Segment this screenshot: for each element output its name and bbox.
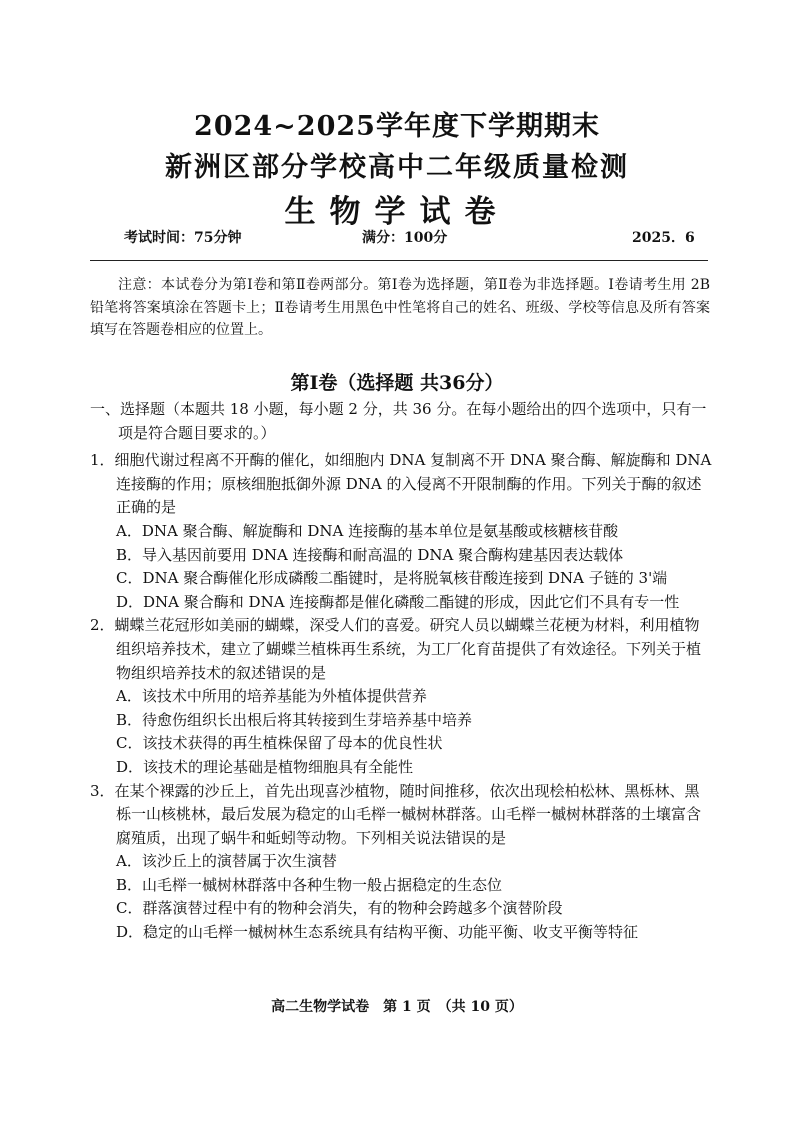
question-stem: 2．蝴蝶兰花冠形如美丽的蝴蝶，深受人们的喜爱。研究人员以蝴蝶兰花梗为材料，利用植物组织培养技术，建立了蝴蝶兰植株再生系统，为工厂化育苗提供了有效途径。下列关于植物组织培养技术的叙述错误的是 <box>90 616 702 682</box>
option-a: A．该沙丘上的演替属于次生演替 <box>116 852 337 871</box>
exam-title-line2: 新洲区部分学校高中二年级质量检测 <box>165 152 629 183</box>
option-c: C．DNA 聚合酶催化形成磷酸二酯键时，是将脱氧核苷酸连接到 DNA 子链的 3'端 <box>116 569 668 588</box>
full-score: 满分：100分 <box>362 230 448 246</box>
question-3 <box>90 780 714 945</box>
header-divider <box>90 260 708 261</box>
notice <box>90 274 710 342</box>
section-title: 第Ⅰ卷（选择题 共36分） <box>290 372 504 394</box>
exam-date: 2025．6 <box>632 230 695 246</box>
questions-body <box>90 398 714 945</box>
option-d: D．稳定的山毛榉一槭树林生态系统具有结构平衡、功能平衡、收支平衡等特征 <box>116 923 639 942</box>
section-intro: 一、选择题（本题共 18 小题，每小题 2 分，共 36 分。在每小题给出的四个选项中，只有一项是符合题目要求的。） <box>90 400 707 442</box>
option-d: D．DNA 聚合酶和 DNA 连接酶都是催化磷酸二酯键的形成，因此它们不具有专一性 <box>116 592 680 611</box>
page-footer: 高二生物学试卷 第 1 页 （共 10 页） <box>271 999 523 1015</box>
option-c: C．群落演替过程中有的物种会消失，有的物种会跨越多个演替阶段 <box>116 899 563 918</box>
option-a: A．DNA 聚合酶、解旋酶和 DNA 连接酶的基本单位是氨基酸或核糖核苷酸 <box>116 521 619 540</box>
question-stem: 1．细胞代谢过程离不开酶的催化，如细胞内 DNA 复制离不开 DNA 聚合酶、解旋酶和 DNA 连接酶的作用；原核细胞抵御外源 DNA 的入侵离不开限制酶的作用。下列关于酶的叙述正确的是 <box>90 451 712 517</box>
question-1 <box>90 449 714 614</box>
question-stem: 3．在某个裸露的沙丘上，首先出现喜沙植物，随时间推移，依次出现桧柏松林、黑栎林、黑栎一山核桃林，最后发展为稳定的山毛榉一槭树林群落。山毛榉一槭树林群落的土壤富含腐殖质，出现了蜗牛和蚯蚓等动物。下列相关说法错误的是 <box>90 781 702 847</box>
option-b: B．待愈伤组织长出根后将其转接到生芽培养基中培养 <box>116 710 473 729</box>
option-b: B．山毛榉一槭树林群落中各种生物一般占据稳定的生态位 <box>116 875 503 894</box>
option-c: C．该技术获得的再生植株保留了母本的优良性状 <box>116 734 443 753</box>
option-d: D．该技术的理论基础是植物细胞具有全能性 <box>116 757 414 776</box>
exam-time: 考试时间：75分钟 <box>124 230 242 246</box>
exam-title-line1: 2024~2025学年度下学期期末 <box>194 111 600 142</box>
option-a: A．该技术中所用的培养基能为外植体提供营养 <box>116 687 427 706</box>
notice-text: 注意：本试卷分为第Ⅰ卷和第Ⅱ卷两部分。第Ⅰ卷为选择题，第Ⅱ卷为非选择题。Ⅰ卷请考生用 2B 铅笔将答案填涂在答题卡上；Ⅱ卷请考生用黑色中性笔将自己的姓名、班级、学校等信息及所有答案填写在答题卷相应的位置上。 <box>90 277 710 338</box>
option-b: B．导入基因前要用 DNA 连接酶和耐高温的 DNA 聚合酶构建基因表达载体 <box>116 545 624 564</box>
exam-subject-title: 生物学试卷 <box>284 194 510 230</box>
question-2 <box>90 614 714 779</box>
